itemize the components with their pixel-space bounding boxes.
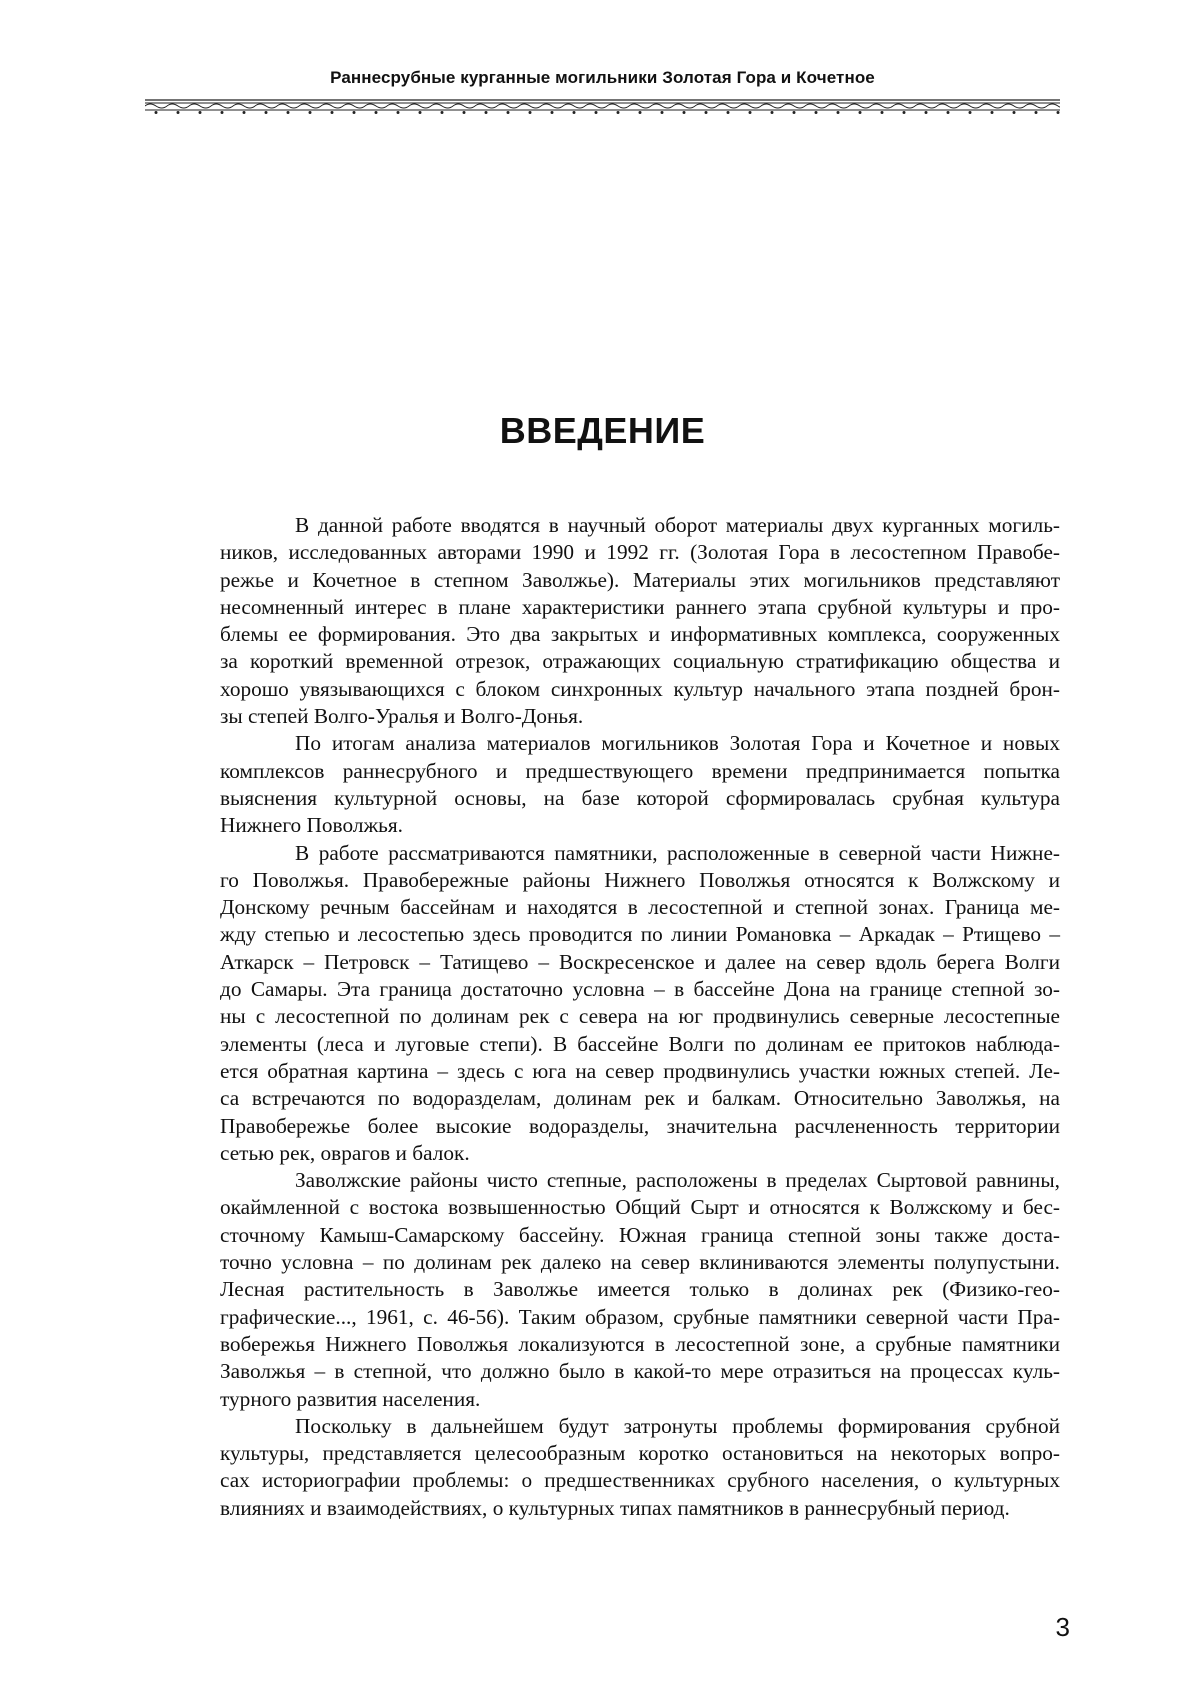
text-line: Аткарск – Петровск – Татищево – Воскресенское и далее на север вдоль берега Волги — [220, 949, 1060, 974]
text-line: В работе рассматриваются памятники, расположенные в северной части Нижне- — [295, 840, 1060, 865]
text-line: до Самары. Эта граница достаточно условна – в бассейне Дона на границе степной зо- — [220, 977, 1060, 1002]
text-line: графические..., 1961, с. 46-56). Таким образом, срубные памятники северной части Пра- — [220, 1304, 1060, 1329]
text-line: несомненный интерес в плане характеристики раннего этапа срубной культуры и про- — [220, 594, 1060, 619]
ornament-wave — [717, 104, 739, 108]
ornament-wave — [739, 104, 761, 108]
ornament-dot — [485, 112, 487, 114]
ornament-dot — [441, 112, 443, 114]
ornament-dot — [1013, 112, 1015, 114]
ornament-wave — [299, 104, 321, 108]
text-line: окаймленной с востока возвышенностью Общий Сырт и относятся к Волжскому и бес- — [220, 1195, 1060, 1220]
ornament-wave — [387, 104, 409, 108]
ornament-wave — [585, 104, 607, 108]
ornament-dot — [661, 112, 663, 114]
ornament-wave — [893, 104, 915, 108]
paragraph — [145, 1167, 1060, 1413]
ornament-dot — [683, 112, 685, 114]
ornament-wave — [277, 104, 299, 108]
ornament-wave — [761, 104, 783, 108]
ornament-dot — [1035, 112, 1037, 114]
ornament-wave — [981, 104, 1003, 108]
text-line: Заволжья – в степной, что должно было в какой-то мере отразиться на процессах куль- — [220, 1359, 1060, 1384]
ornament-wave — [563, 104, 585, 108]
ornament-wave — [849, 104, 871, 108]
text-line: хорошо увязывающихся с блоком синхронных культур начального этапа поздней брон- — [220, 676, 1060, 701]
ornament-wave — [497, 104, 519, 108]
text-line: Заволжские районы чисто степные, расположены в пределах Сыртовой равнины, — [295, 1168, 1060, 1193]
paragraph — [145, 840, 1060, 1168]
ornament-wave — [651, 104, 673, 108]
chapter-title: ВВЕДЕНИЕ — [499, 410, 706, 451]
ornament-wave — [189, 104, 211, 108]
ornament-dot — [639, 112, 641, 114]
ornament-wave — [519, 104, 541, 108]
text-line: зы степей Волго-Уралья и Волго-Донья. — [220, 704, 584, 729]
page-number: 3 — [1055, 1612, 1070, 1642]
ornament-dot — [397, 112, 399, 114]
text-line: Правобережье более высокие водоразделы, значительна расчлененность территории — [220, 1113, 1060, 1138]
ornament-dot — [771, 112, 773, 114]
ornament-wave — [827, 104, 849, 108]
text-line: Донскому речным бассейнам и находятся в лесостепной и степной зонах. Граница ме- — [220, 895, 1060, 920]
text-line: ников, исследованных авторами 1990 и 1992 гг. (Золотая Гора в лесостепном Правобе- — [220, 540, 1060, 565]
ornament-wave — [431, 104, 453, 108]
ornament-dot — [573, 112, 575, 114]
ornament-wave — [695, 104, 717, 108]
running-header: Раннесрубные курганные могильники Золотая Гора и Кочетное — [330, 68, 875, 87]
ornament-dot — [947, 112, 949, 114]
ornament-wave — [343, 104, 365, 108]
ornament-wave — [783, 104, 805, 108]
ornament-dot — [551, 112, 553, 114]
ornament-dot — [705, 112, 707, 114]
ornament-dot — [617, 112, 619, 114]
ornament-wave — [959, 104, 981, 108]
ornament-dot — [375, 112, 377, 114]
text-line: сетью рек, оврагов и балок. — [220, 1140, 470, 1165]
ornament-dot — [881, 112, 883, 114]
text-line: Лесная растительность в Заволжье имеется только в долинах рек (Физико-гео- — [220, 1277, 1060, 1302]
text-line: культуры, представляется целесообразным коротко остановиться на некоторых вопро- — [220, 1441, 1060, 1466]
ornament-dot — [177, 112, 179, 114]
text-line: комплексов раннесрубного и предшествующего времени предпринимается попытка — [220, 758, 1060, 783]
ornament-wave — [321, 104, 343, 108]
ornament-wave — [673, 104, 695, 108]
text-line: ется обратная картина – здесь с юга на север продвинулись участки южных степей. Ле- — [220, 1058, 1060, 1083]
ornament-wave — [233, 104, 255, 108]
text-line: за короткий временной отрезок, отражающих социальную стратификацию общества и — [220, 649, 1060, 674]
header-ornament-rule — [145, 98, 1060, 114]
text-line: элементы (леса и луговые степи). В бассейне Волги по долинам ее притоков наблюда- — [220, 1031, 1060, 1056]
text-line: режье и Кочетное в степном Заволжье). Материалы этих могильников представляют — [220, 567, 1060, 592]
paragraph — [145, 512, 1060, 730]
ornament-wave — [629, 104, 651, 108]
text-line: влияниях и взаимодействиях, о культурных типах памятников в раннесрубный период. — [220, 1495, 1010, 1520]
body-text — [145, 512, 1060, 1522]
ornament-dot — [1057, 112, 1059, 114]
ornament-dot — [595, 112, 597, 114]
ornament-wave — [1025, 104, 1047, 108]
ornament-dot — [859, 112, 861, 114]
ornament-dot — [155, 112, 157, 114]
ornament-wave — [409, 104, 431, 108]
ornament-dot — [727, 112, 729, 114]
ornament-wave — [915, 104, 937, 108]
text-line: Нижнего Поволжья. — [220, 813, 403, 838]
ornament-dot — [837, 112, 839, 114]
ornament-dot — [243, 112, 245, 114]
text-line: По итогам анализа материалов могильников Золотая Гора и Кочетное и новых — [295, 731, 1060, 756]
ornament-dot — [991, 112, 993, 114]
ornament-dot — [309, 112, 311, 114]
ornament-wave — [167, 104, 189, 108]
paragraph — [145, 730, 1060, 839]
ornament-dot — [903, 112, 905, 114]
ornament-dot — [529, 112, 531, 114]
text-line: са встречаются по водоразделам, долинам рек и балкам. Относительно Заволжья, на — [220, 1086, 1060, 1111]
ornament-dot — [353, 112, 355, 114]
ornament-wave — [475, 104, 497, 108]
ornament-dot — [793, 112, 795, 114]
ornament-dot — [419, 112, 421, 114]
text-line: вобережья Нижнего Поволжья локализуются в лесостепной зоне, а срубные памятники — [220, 1331, 1060, 1356]
text-line: точно условна – по долинам рек далеко на север вклиниваются элементы полупустыни. — [220, 1250, 1060, 1275]
ornament-wave — [937, 104, 959, 108]
ornament-dot — [969, 112, 971, 114]
ornament-dot — [749, 112, 751, 114]
text-line: В данной работе вводятся в научный оборот материалы двух курганных могиль- — [295, 513, 1060, 537]
ornament-wave — [805, 104, 827, 108]
ornament-dot — [265, 112, 267, 114]
text-line: выяснения культурной основы, на базе которой сформировалась срубная культура — [220, 785, 1060, 810]
ornament-wave — [145, 104, 167, 108]
text-line: сточному Камыш-Самарскому бассейну. Южная граница степной зоны также доста- — [220, 1222, 1060, 1247]
ornament-wave — [871, 104, 893, 108]
text-line: жду степью и лесостепью здесь проводится по линии Романовка – Аркадак – Ртищево – — [220, 922, 1060, 947]
ornament-wave — [365, 104, 387, 108]
ornament-wave — [541, 104, 563, 108]
ornament-dot — [221, 112, 223, 114]
ornament-dot — [815, 112, 817, 114]
ornament-wave — [255, 104, 277, 108]
ornament-wave — [1003, 104, 1025, 108]
ornament-wave — [607, 104, 629, 108]
ornament-dot — [199, 112, 201, 114]
ornament-dot — [331, 112, 333, 114]
ornament-wave — [453, 104, 475, 108]
ornament-wave — [211, 104, 233, 108]
text-line: ны с лесостепной по долинам рек с севера на юг продвинулись северные лесостепные — [220, 1004, 1060, 1029]
ornament-wave — [1047, 104, 1060, 108]
ornament-dot — [507, 112, 509, 114]
text-line: турного развития населения. — [220, 1386, 481, 1411]
text-line: блемы ее формирования. Это два закрытых и информативных комплекса, сооруженных — [220, 622, 1060, 647]
ornament-dot — [463, 112, 465, 114]
ornament-dot — [925, 112, 927, 114]
ornament-dot — [287, 112, 289, 114]
text-line: сах историографии проблемы: о предшественниках срубного населения, о культурных — [220, 1468, 1060, 1493]
text-line: Поскольку в дальнейшем будут затронуты проблемы формирования срубной — [295, 1413, 1060, 1438]
text-line: го Поволжья. Правобережные районы Нижнего Поволжья относятся к Волжскому и — [220, 867, 1060, 892]
paragraph — [145, 1413, 1060, 1522]
